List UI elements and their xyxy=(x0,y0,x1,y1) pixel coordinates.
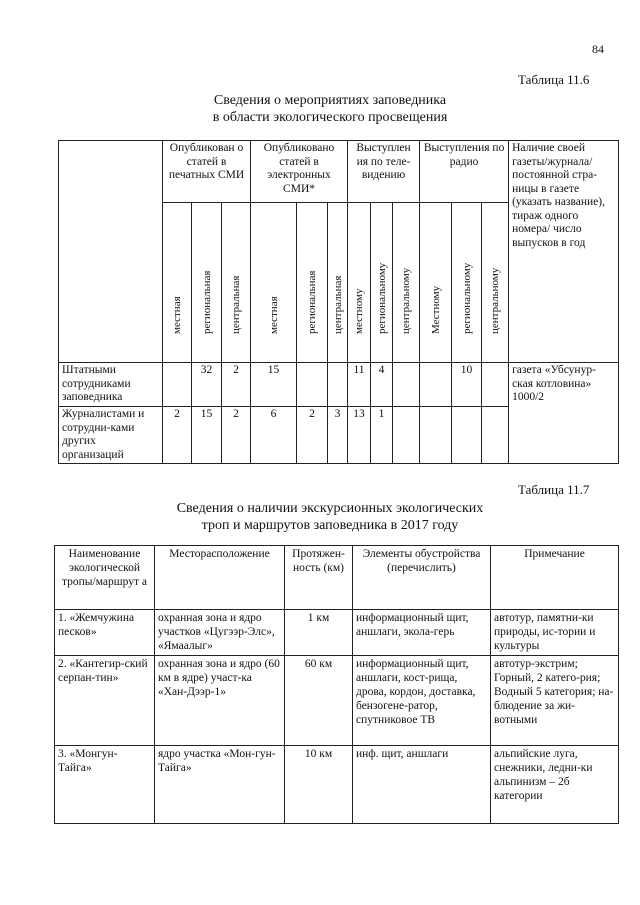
newspaper-value: газета «Убсунур-ская котловина» 1000/2 xyxy=(509,363,619,464)
group-header: Выступлен ия по теле-видению xyxy=(348,141,420,203)
table-cell: 60 км xyxy=(285,656,353,746)
table-11-7-title xyxy=(120,500,540,534)
table-cell: 2 xyxy=(222,363,251,407)
column-header: Протяжен-ность (км) xyxy=(285,546,353,610)
table-cell: ядро участка «Мон-гун-Тайга» xyxy=(155,746,285,824)
table-11-6-title xyxy=(150,92,510,126)
table-cell xyxy=(393,407,420,464)
sub-header: региональная xyxy=(306,270,319,334)
sub-header: местному xyxy=(353,288,366,334)
table-cell xyxy=(482,363,509,407)
table-cell: 13 xyxy=(348,407,371,464)
table-cell: 1 км xyxy=(285,610,353,656)
table-cell: охранная зона и ядро (60 км в ядре) участ-ка «Хан-Дээр-1» xyxy=(155,656,285,746)
empty-header-cell xyxy=(59,141,163,363)
sub-header: Местному xyxy=(429,285,442,334)
table-cell: альпийские луга, снежники, ледни-ки альпинизм – 2б категории xyxy=(491,746,619,824)
table-cell xyxy=(393,363,420,407)
table-cell: 3. «Монгун-Тайга» xyxy=(55,746,155,824)
table-cell: 6 xyxy=(251,407,297,464)
table-cell xyxy=(452,407,482,464)
table-cell: 32 xyxy=(192,363,222,407)
column-header: Примечание xyxy=(491,546,619,610)
group-header: Опубликован о статей в печатных СМИ xyxy=(163,141,251,203)
table-cell: 10 км xyxy=(285,746,353,824)
table-cell xyxy=(482,407,509,464)
table-cell xyxy=(163,363,192,407)
table-cell: 1. «Жемчужина песков» xyxy=(55,610,155,656)
table-cell: инф. щит, аншлаги xyxy=(353,746,491,824)
table-cell: 2. «Кантегир-ский серпан-тин» xyxy=(55,656,155,746)
group-header: Выступления по радио xyxy=(420,141,509,203)
table-cell: 15 xyxy=(192,407,222,464)
sub-header: центральная xyxy=(230,275,242,334)
sub-header: региональная xyxy=(200,270,213,334)
row-label: Штатными сотрудниками заповедника xyxy=(59,363,163,407)
column-header: Наименование экологической тропы/маршрут а xyxy=(55,546,155,610)
title-line: Сведения о мероприятиях заповедника xyxy=(213,93,447,108)
table-cell: информационный щит, аншлаги, экола-герь xyxy=(353,610,491,656)
table-cell: 1 xyxy=(371,407,393,464)
sub-header: местная xyxy=(267,296,280,334)
column-header: Элементы обустройства (перечислить) xyxy=(353,546,491,610)
title-line: в области экологического просвещения xyxy=(212,110,448,125)
table-cell xyxy=(420,363,452,407)
table-cell: 2 xyxy=(222,407,251,464)
sub-header: центральному xyxy=(489,267,502,334)
sub-header: региональному xyxy=(460,262,473,334)
table-cell: информационный щит, аншлаги, кост-рища, дрова, кордон, доставка, бензогене-ратор, спутниковое ТВ xyxy=(353,656,491,746)
table-cell xyxy=(328,363,348,407)
table-cell: 10 xyxy=(452,363,482,407)
table-cell: автотур, памятни-ки природы, ис-тории и культуры xyxy=(491,610,619,656)
row-label: Журналистами и сотрудни-ками других организаций xyxy=(59,407,163,464)
sub-header: местная xyxy=(171,296,183,334)
title-line: троп и маршрутов заповедника в 2017 году xyxy=(201,518,459,533)
page-number: 84 xyxy=(592,42,604,56)
table-cell xyxy=(420,407,452,464)
sub-header: центральному xyxy=(400,267,413,334)
table-cell: охранная зона и ядро участков «Цугээр-Элс», «Ямаалыг» xyxy=(155,610,285,656)
table-11-7-caption: Таблица 11.7 xyxy=(518,482,590,497)
table-11-7 xyxy=(54,545,619,824)
table-cell: 3 xyxy=(328,407,348,464)
table-11-6 xyxy=(58,140,619,464)
group-header: Опубликовано статей в электронных СМИ* xyxy=(251,141,348,203)
table-cell: 11 xyxy=(348,363,371,407)
table-cell: 4 xyxy=(371,363,393,407)
column-header: Месторасположение xyxy=(155,546,285,610)
table-cell: 2 xyxy=(297,407,328,464)
table-cell xyxy=(297,363,328,407)
sub-header: центральная xyxy=(331,275,344,334)
table-11-6-caption: Таблица 11.6 xyxy=(518,72,590,87)
table-cell: 2 xyxy=(163,407,192,464)
title-line: Сведения о наличии экскурсионных экологических xyxy=(176,501,484,516)
table-cell: 15 xyxy=(251,363,297,407)
group-header-newspaper: Наличие своей газеты/журнала/постоянной стра-ницы в газете (указать название), тираж одного номера/ число выпусков в год xyxy=(509,141,619,363)
sub-header: региональному xyxy=(375,262,388,334)
table-cell: автотур-экстрим; Горный, 2 катего-рия; Водный 5 категория; на-блюдение за жи-вотными xyxy=(491,656,619,746)
